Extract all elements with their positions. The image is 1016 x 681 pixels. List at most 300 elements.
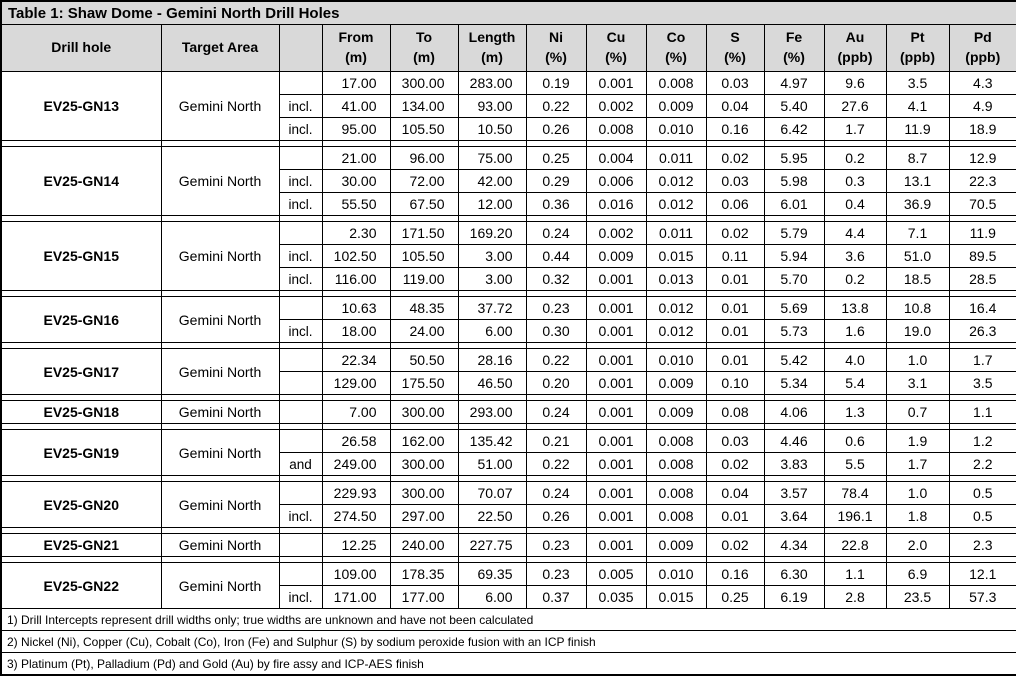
from-cell: 21.00	[322, 147, 390, 170]
cu-cell: 0.002	[586, 222, 646, 245]
target-area-cell: Gemini North	[161, 430, 279, 476]
pt-cell: 6.9	[886, 563, 949, 586]
co-cell: 0.015	[646, 586, 706, 609]
qualifier-cell: incl.	[279, 118, 322, 141]
fe-cell: 6.19	[764, 586, 824, 609]
pt-cell: 23.5	[886, 586, 949, 609]
pt-cell: 4.1	[886, 95, 949, 118]
pt-cell: 3.1	[886, 372, 949, 395]
qualifier-cell: incl.	[279, 586, 322, 609]
co-cell: 0.009	[646, 401, 706, 424]
au-cell: 1.7	[824, 118, 886, 141]
drill-hole-cell: EV25-GN14	[1, 147, 161, 216]
pt-cell: 1.7	[886, 453, 949, 476]
s-cell: 0.01	[706, 320, 764, 343]
from-cell: 12.25	[322, 534, 390, 557]
length-cell: 6.00	[458, 586, 526, 609]
drill-hole-cell: EV25-GN16	[1, 297, 161, 343]
footnote-text: 1) Drill Intercepts represent drill widths only; true widths are unknown and have not been calculated	[1, 609, 1016, 631]
length-cell: 75.00	[458, 147, 526, 170]
ni-cell: 0.22	[526, 453, 586, 476]
au-cell: 0.2	[824, 147, 886, 170]
s-cell: 0.01	[706, 505, 764, 528]
pt-cell: 1.0	[886, 482, 949, 505]
target-area-cell: Gemini North	[161, 401, 279, 424]
to-cell: 119.00	[390, 268, 458, 291]
ni-cell: 0.24	[526, 401, 586, 424]
ni-cell: 0.30	[526, 320, 586, 343]
qualifier-cell	[279, 297, 322, 320]
qualifier-cell	[279, 430, 322, 453]
pd-cell: 22.3	[949, 170, 1016, 193]
column-header-pd	[949, 25, 1016, 72]
from-cell: 249.00	[322, 453, 390, 476]
column-header-s	[706, 25, 764, 72]
pd-cell: 11.9	[949, 222, 1016, 245]
co-cell: 0.009	[646, 372, 706, 395]
column-unit: (ppb)	[900, 49, 935, 65]
cu-cell: 0.001	[586, 349, 646, 372]
target-area-cell: Gemini North	[161, 222, 279, 291]
s-cell: 0.10	[706, 372, 764, 395]
co-cell: 0.008	[646, 453, 706, 476]
drill-hole-cell: EV25-GN20	[1, 482, 161, 528]
from-cell: 171.00	[322, 586, 390, 609]
co-cell: 0.008	[646, 430, 706, 453]
au-cell: 196.1	[824, 505, 886, 528]
column-unit: (%)	[724, 49, 746, 65]
column-header-qualifier	[279, 25, 322, 72]
s-cell: 0.06	[706, 193, 764, 216]
ni-cell: 0.26	[526, 118, 586, 141]
column-header-co	[646, 25, 706, 72]
drill-hole-cell: EV25-GN22	[1, 563, 161, 609]
qualifier-cell: incl.	[279, 95, 322, 118]
co-cell: 0.009	[646, 95, 706, 118]
interval-row	[1, 147, 1016, 170]
co-cell: 0.008	[646, 72, 706, 95]
ni-cell: 0.21	[526, 430, 586, 453]
interval-row	[1, 482, 1016, 505]
cu-cell: 0.004	[586, 147, 646, 170]
ni-cell: 0.23	[526, 534, 586, 557]
drill-hole-cell: EV25-GN15	[1, 222, 161, 291]
cu-cell: 0.001	[586, 372, 646, 395]
co-cell: 0.011	[646, 147, 706, 170]
fe-cell: 4.46	[764, 430, 824, 453]
qualifier-cell	[279, 222, 322, 245]
cu-cell: 0.009	[586, 245, 646, 268]
fe-cell: 5.98	[764, 170, 824, 193]
au-cell: 13.8	[824, 297, 886, 320]
from-cell: 7.00	[322, 401, 390, 424]
pd-cell: 1.7	[949, 349, 1016, 372]
column-header-fe	[764, 25, 824, 72]
s-cell: 0.01	[706, 297, 764, 320]
s-cell: 0.01	[706, 349, 764, 372]
to-cell: 175.50	[390, 372, 458, 395]
fe-cell: 5.94	[764, 245, 824, 268]
ni-cell: 0.37	[526, 586, 586, 609]
length-cell: 12.00	[458, 193, 526, 216]
column-unit: (%)	[545, 49, 567, 65]
co-cell: 0.013	[646, 268, 706, 291]
footnote-row	[1, 653, 1016, 676]
cu-cell: 0.001	[586, 320, 646, 343]
au-cell: 4.0	[824, 349, 886, 372]
to-cell: 67.50	[390, 193, 458, 216]
co-cell: 0.008	[646, 505, 706, 528]
pt-cell: 1.8	[886, 505, 949, 528]
target-area-cell: Gemini North	[161, 563, 279, 609]
column-header-pt	[886, 25, 949, 72]
qualifier-cell	[279, 563, 322, 586]
drill-hole-cell: EV25-GN21	[1, 534, 161, 557]
s-cell: 0.02	[706, 147, 764, 170]
to-cell: 177.00	[390, 586, 458, 609]
length-cell: 283.00	[458, 72, 526, 95]
fe-cell: 5.42	[764, 349, 824, 372]
s-cell: 0.08	[706, 401, 764, 424]
column-header-ni	[526, 25, 586, 72]
au-cell: 0.4	[824, 193, 886, 216]
qualifier-cell	[279, 349, 322, 372]
ni-cell: 0.22	[526, 95, 586, 118]
pd-cell: 89.5	[949, 245, 1016, 268]
length-cell: 169.20	[458, 222, 526, 245]
co-cell: 0.008	[646, 482, 706, 505]
fe-cell: 5.70	[764, 268, 824, 291]
cu-cell: 0.001	[586, 453, 646, 476]
fe-cell: 3.57	[764, 482, 824, 505]
cu-cell: 0.008	[586, 118, 646, 141]
qualifier-cell: incl.	[279, 268, 322, 291]
ni-cell: 0.19	[526, 72, 586, 95]
to-cell: 105.50	[390, 118, 458, 141]
qualifier-cell	[279, 147, 322, 170]
s-cell: 0.04	[706, 482, 764, 505]
from-cell: 18.00	[322, 320, 390, 343]
co-cell: 0.010	[646, 563, 706, 586]
length-cell: 46.50	[458, 372, 526, 395]
from-cell: 55.50	[322, 193, 390, 216]
column-label: Pt	[910, 29, 925, 46]
interval-row	[1, 563, 1016, 586]
target-area-cell: Gemini North	[161, 349, 279, 395]
from-cell: 129.00	[322, 372, 390, 395]
pt-cell: 1.9	[886, 430, 949, 453]
pt-cell: 11.9	[886, 118, 949, 141]
to-cell: 178.35	[390, 563, 458, 586]
pd-cell: 0.5	[949, 505, 1016, 528]
pd-cell: 2.2	[949, 453, 1016, 476]
column-header-from	[322, 25, 390, 72]
au-cell: 0.6	[824, 430, 886, 453]
qualifier-cell: incl.	[279, 170, 322, 193]
interval-row	[1, 349, 1016, 372]
title-row	[1, 1, 1016, 25]
s-cell: 0.02	[706, 453, 764, 476]
from-cell: 95.00	[322, 118, 390, 141]
interval-row	[1, 297, 1016, 320]
co-cell: 0.011	[646, 222, 706, 245]
pd-cell: 16.4	[949, 297, 1016, 320]
pd-cell: 70.5	[949, 193, 1016, 216]
to-cell: 96.00	[390, 147, 458, 170]
length-cell: 37.72	[458, 297, 526, 320]
cu-cell: 0.001	[586, 268, 646, 291]
target-area-cell: Gemini North	[161, 72, 279, 141]
qualifier-cell: incl.	[279, 320, 322, 343]
column-label: Co	[666, 29, 686, 46]
column-unit: (m)	[413, 49, 435, 65]
column-header-length	[458, 25, 526, 72]
pt-cell: 3.5	[886, 72, 949, 95]
fe-cell: 5.95	[764, 147, 824, 170]
co-cell: 0.012	[646, 170, 706, 193]
fe-cell: 4.06	[764, 401, 824, 424]
column-unit: (ppb)	[837, 49, 873, 65]
pd-cell: 4.3	[949, 72, 1016, 95]
co-cell: 0.012	[646, 297, 706, 320]
from-cell: 116.00	[322, 268, 390, 291]
length-cell: 3.00	[458, 268, 526, 291]
cu-cell: 0.005	[586, 563, 646, 586]
pd-cell: 57.3	[949, 586, 1016, 609]
cu-cell: 0.002	[586, 95, 646, 118]
pd-cell: 4.9	[949, 95, 1016, 118]
s-cell: 0.16	[706, 563, 764, 586]
target-area-cell: Gemini North	[161, 297, 279, 343]
au-cell: 1.3	[824, 401, 886, 424]
qualifier-cell	[279, 372, 322, 395]
co-cell: 0.010	[646, 349, 706, 372]
table-title: Table 1: Shaw Dome - Gemini North Drill Holes	[1, 1, 1016, 25]
pd-cell: 12.9	[949, 147, 1016, 170]
ni-cell: 0.26	[526, 505, 586, 528]
column-label: Pd	[973, 29, 992, 46]
to-cell: 105.50	[390, 245, 458, 268]
column-unit: (m)	[481, 49, 503, 65]
au-cell: 5.4	[824, 372, 886, 395]
s-cell: 0.03	[706, 170, 764, 193]
to-cell: 240.00	[390, 534, 458, 557]
s-cell: 0.01	[706, 268, 764, 291]
s-cell: 0.11	[706, 245, 764, 268]
fe-cell: 5.40	[764, 95, 824, 118]
from-cell: 26.58	[322, 430, 390, 453]
cu-cell: 0.001	[586, 534, 646, 557]
from-cell: 229.93	[322, 482, 390, 505]
qualifier-cell	[279, 482, 322, 505]
drill-table-body	[1, 72, 1016, 609]
cu-cell: 0.016	[586, 193, 646, 216]
cu-cell: 0.001	[586, 72, 646, 95]
au-cell: 0.2	[824, 268, 886, 291]
au-cell: 27.6	[824, 95, 886, 118]
to-cell: 300.00	[390, 401, 458, 424]
length-cell: 135.42	[458, 430, 526, 453]
from-cell: 109.00	[322, 563, 390, 586]
ni-cell: 0.24	[526, 222, 586, 245]
pd-cell: 18.9	[949, 118, 1016, 141]
co-cell: 0.012	[646, 193, 706, 216]
length-cell: 293.00	[458, 401, 526, 424]
ni-cell: 0.20	[526, 372, 586, 395]
drill-hole-cell: EV25-GN17	[1, 349, 161, 395]
ni-cell: 0.25	[526, 147, 586, 170]
pt-cell: 19.0	[886, 320, 949, 343]
qualifier-cell	[279, 534, 322, 557]
pt-cell: 7.1	[886, 222, 949, 245]
column-label: To	[415, 29, 433, 46]
length-cell: 69.35	[458, 563, 526, 586]
pd-cell: 28.5	[949, 268, 1016, 291]
pd-cell: 1.2	[949, 430, 1016, 453]
length-cell: 93.00	[458, 95, 526, 118]
s-cell: 0.25	[706, 586, 764, 609]
qualifier-cell: incl.	[279, 193, 322, 216]
pt-cell: 8.7	[886, 147, 949, 170]
target-area-cell: Gemini North	[161, 482, 279, 528]
au-cell: 0.3	[824, 170, 886, 193]
column-header-to	[390, 25, 458, 72]
length-cell: 22.50	[458, 505, 526, 528]
from-cell: 22.34	[322, 349, 390, 372]
to-cell: 50.50	[390, 349, 458, 372]
column-unit: (m)	[345, 49, 367, 65]
drill-hole-cell: EV25-GN19	[1, 430, 161, 476]
footnote-text: 2) Nickel (Ni), Copper (Cu), Cobalt (Co), Iron (Fe) and Sulphur (S) by sodium peroxide fusion with an ICP finish	[1, 631, 1016, 653]
to-cell: 134.00	[390, 95, 458, 118]
length-cell: 3.00	[458, 245, 526, 268]
co-cell: 0.015	[646, 245, 706, 268]
to-cell: 162.00	[390, 430, 458, 453]
ni-cell: 0.22	[526, 349, 586, 372]
ni-cell: 0.36	[526, 193, 586, 216]
interval-row	[1, 222, 1016, 245]
column-label: Length	[468, 29, 516, 46]
column-label: Au	[845, 29, 865, 46]
to-cell: 300.00	[390, 453, 458, 476]
fe-cell: 6.42	[764, 118, 824, 141]
pt-cell: 10.8	[886, 297, 949, 320]
cu-cell: 0.001	[586, 401, 646, 424]
pt-cell: 0.7	[886, 401, 949, 424]
qualifier-cell: incl.	[279, 245, 322, 268]
ni-cell: 0.44	[526, 245, 586, 268]
interval-row	[1, 534, 1016, 557]
from-cell: 274.50	[322, 505, 390, 528]
fe-cell: 3.83	[764, 453, 824, 476]
s-cell: 0.02	[706, 534, 764, 557]
column-unit: (%)	[665, 49, 687, 65]
pd-cell: 1.1	[949, 401, 1016, 424]
to-cell: 24.00	[390, 320, 458, 343]
column-label: From	[338, 29, 374, 46]
pd-cell: 0.5	[949, 482, 1016, 505]
au-cell: 22.8	[824, 534, 886, 557]
co-cell: 0.010	[646, 118, 706, 141]
from-cell: 102.50	[322, 245, 390, 268]
fe-cell: 5.69	[764, 297, 824, 320]
pd-cell: 26.3	[949, 320, 1016, 343]
from-cell: 41.00	[322, 95, 390, 118]
s-cell: 0.03	[706, 72, 764, 95]
column-label: S	[730, 29, 740, 46]
cu-cell: 0.001	[586, 482, 646, 505]
length-cell: 42.00	[458, 170, 526, 193]
target-area-cell: Gemini North	[161, 147, 279, 216]
qualifier-cell: incl.	[279, 505, 322, 528]
column-header-drill-hole	[1, 25, 161, 72]
au-cell: 1.1	[824, 563, 886, 586]
ni-cell: 0.24	[526, 482, 586, 505]
pd-cell: 3.5	[949, 372, 1016, 395]
ni-cell: 0.32	[526, 268, 586, 291]
pt-cell: 36.9	[886, 193, 949, 216]
to-cell: 171.50	[390, 222, 458, 245]
to-cell: 297.00	[390, 505, 458, 528]
to-cell: 300.00	[390, 72, 458, 95]
au-cell: 1.6	[824, 320, 886, 343]
from-cell: 30.00	[322, 170, 390, 193]
fe-cell: 4.34	[764, 534, 824, 557]
fe-cell: 5.79	[764, 222, 824, 245]
drill-hole-cell: EV25-GN18	[1, 401, 161, 424]
column-label: Fe	[785, 29, 803, 46]
co-cell: 0.012	[646, 320, 706, 343]
length-cell: 10.50	[458, 118, 526, 141]
footnote-text: 3) Platinum (Pt), Palladium (Pd) and Gold (Au) by fire assy and ICP-AES finish	[1, 653, 1016, 676]
from-cell: 17.00	[322, 72, 390, 95]
ni-cell: 0.23	[526, 563, 586, 586]
au-cell: 4.4	[824, 222, 886, 245]
to-cell: 300.00	[390, 482, 458, 505]
length-cell: 70.07	[458, 482, 526, 505]
s-cell: 0.02	[706, 222, 764, 245]
pd-cell: 12.1	[949, 563, 1016, 586]
fe-cell: 6.30	[764, 563, 824, 586]
header-row	[1, 25, 1016, 72]
column-label: Cu	[606, 29, 626, 46]
cu-cell: 0.006	[586, 170, 646, 193]
qualifier-cell: and	[279, 453, 322, 476]
column-header-cu	[586, 25, 646, 72]
cu-cell: 0.001	[586, 430, 646, 453]
ni-cell: 0.23	[526, 297, 586, 320]
length-cell: 28.16	[458, 349, 526, 372]
fe-cell: 3.64	[764, 505, 824, 528]
length-cell: 51.00	[458, 453, 526, 476]
footnote-row	[1, 631, 1016, 653]
pt-cell: 18.5	[886, 268, 949, 291]
length-cell: 6.00	[458, 320, 526, 343]
pt-cell: 13.1	[886, 170, 949, 193]
column-label: Target Area	[181, 39, 259, 56]
to-cell: 72.00	[390, 170, 458, 193]
column-header-au	[824, 25, 886, 72]
pd-cell: 2.3	[949, 534, 1016, 557]
au-cell: 5.5	[824, 453, 886, 476]
au-cell: 3.6	[824, 245, 886, 268]
interval-row	[1, 401, 1016, 424]
cu-cell: 0.001	[586, 505, 646, 528]
ni-cell: 0.29	[526, 170, 586, 193]
to-cell: 48.35	[390, 297, 458, 320]
fe-cell: 5.34	[764, 372, 824, 395]
cu-cell: 0.001	[586, 297, 646, 320]
